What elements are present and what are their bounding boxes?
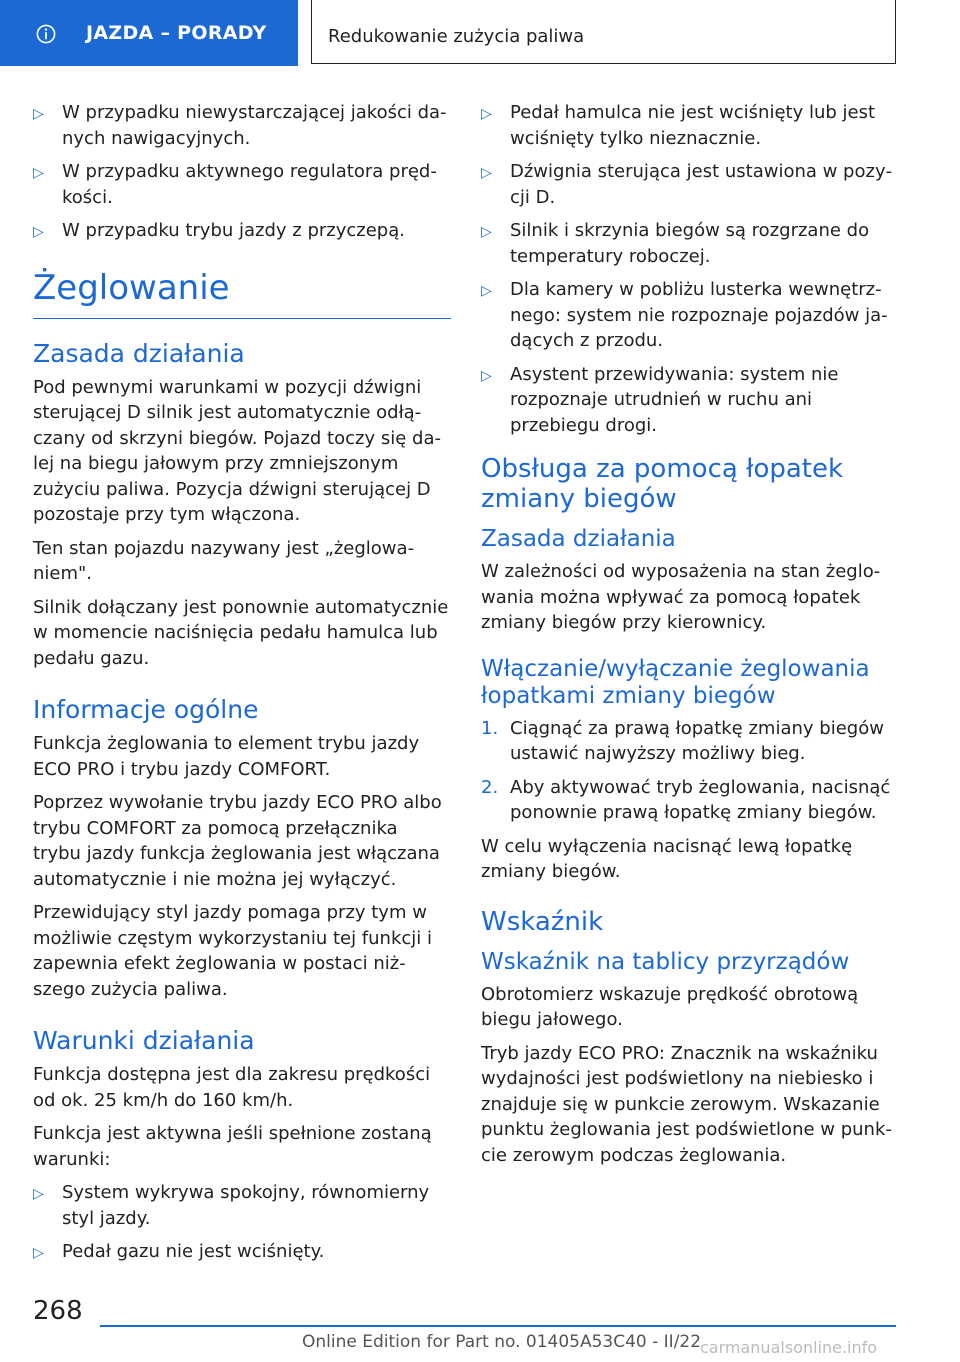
bullet-list xyxy=(481,100,899,438)
section-tab xyxy=(0,0,298,66)
list-item: ▷ Asystent przewidywania: system nie rozpoznaje utrudnień w ruchu ani przebiegu drogi. xyxy=(481,363,839,436)
paragraph: Funkcja żeglowania to element trybu jazdy ECO PRO i trybu jazdy COMFORT. xyxy=(33,733,420,780)
list-item: ▷ Pedał gazu nie jest wciśnięty. xyxy=(33,1239,451,1265)
paragraph: Silnik dołączany jest ponownie automatycznie w momencie naciśnięcia pedału hamulca lub pedału gazu. xyxy=(33,596,449,669)
edition-note: Online Edition for Part no. 01405A53C40 - II/22 xyxy=(302,1332,702,1352)
section-heading: Żeglowanie xyxy=(33,268,451,319)
paragraph: Pod pewnymi warunkami w pozycji dźwigni sterującej D silnik jest automatycznie odłączany od skrzyni biegów. Pojazd toczy się dalej na biegu jałowym przy zmniejszonym zużyciu paliwa. Pozycja dźwigni sterującej D pozostaje przy tym włączona. xyxy=(33,376,441,525)
list-item: ▷ System wykrywa spokojny, równomierny styl jazdy. xyxy=(33,1182,430,1229)
subsection-heading: Wskaźnik na tablicy przyrządów xyxy=(481,948,850,975)
triangle-bullet-icon: ▷ xyxy=(33,224,44,240)
triangle-bullet-icon: ▷ xyxy=(481,224,492,240)
list-item: ▷ W przypadku niewystarczającej jakości danych nawigacyjnych. xyxy=(33,102,447,149)
paragraph: Funkcja dostępna jest dla zakresu prędkości od ok. 25 km/h do 160 km/h. xyxy=(33,1064,431,1111)
footer-divider xyxy=(100,1325,896,1327)
list-item: ▷ Silnik i skrzynia biegów są rozgrzane do temperatury roboczej. xyxy=(481,220,870,267)
subsection-heading: Zasada działania xyxy=(481,526,676,552)
paragraph: W zależności od wyposażenia na stan żeglowania można wpływać za pomocą łopatek zmiany biegów przy kierownicy. xyxy=(481,561,881,633)
triangle-bullet-icon: ▷ xyxy=(33,1186,44,1202)
triangle-bullet-icon: ▷ xyxy=(33,106,44,122)
subsection-heading: Włączanie/wyłączanie żeglowania łopatkami zmiany biegów xyxy=(481,655,870,709)
right-column xyxy=(481,100,899,1176)
list-item: ▷ Pedał hamulca nie jest wciśnięty lub jest wciśnięty tylko nieznacznie. xyxy=(481,102,876,149)
paragraph: Tryb jazdy ECO PRO: Znacznik na wskaźniku wydajności jest podświetlony na niebiesko i znajduje się w punkcie zerowym. Wskazanie punktu żeglowania jest podświetlone w punkcie zerowym podczas żeglowania. xyxy=(481,1042,892,1166)
triangle-bullet-icon: ▷ xyxy=(481,165,492,181)
triangle-bullet-icon: ▷ xyxy=(481,106,492,122)
paragraph: Funkcja jest aktywna jeśli spełnione zostaną warunki: xyxy=(33,1123,432,1170)
info-icon xyxy=(36,24,56,44)
left-column xyxy=(33,100,451,1273)
list-item: ▷ W przypadku aktywnego regulatora prędkości. xyxy=(33,161,437,208)
subsection-heading: Zasada działania xyxy=(33,338,245,368)
list-item: ▷ Dla kamery w pobliżu lusterka wewnętrznego: system nie rozpoznaje pojazdów jadących z przodu. xyxy=(481,279,888,351)
numbered-list xyxy=(481,716,899,826)
list-item: ▷ Dźwignia sterująca jest ustawiona w pozycji D. xyxy=(481,161,893,208)
paragraph: W celu wyłączenia nacisnąć lewą łopatkę zmiany biegów. xyxy=(481,835,853,882)
bullet-list xyxy=(33,100,451,244)
section-label: JAZDA – PORADY xyxy=(86,22,267,44)
bullet-list xyxy=(33,1180,451,1265)
chapter-title-box xyxy=(311,0,896,64)
section-heading: Obsługa za pomocą łopatek zmiany biegów xyxy=(481,454,844,514)
triangle-bullet-icon: ▷ xyxy=(33,165,44,181)
list-item: ▷ W przypadku trybu jazdy z przyczepą. xyxy=(33,218,451,244)
chapter-title: Redukowanie zużycia paliwa xyxy=(328,26,585,47)
subsection-heading: Informacje ogólne xyxy=(33,695,259,724)
page-header xyxy=(0,0,960,66)
paragraph: Poprzez wywołanie trybu jazdy ECO PRO albo trybu COMFORT za pomocą przełącznika trybu jazdy funkcja żeglowania jest włączana automatycznie i nie można jej wyłączyć. xyxy=(33,792,442,890)
paragraph: Ten stan pojazdu nazywany jest „żeglowaniem". xyxy=(33,537,415,584)
section-heading: Wskaźnik xyxy=(481,906,604,937)
watermark: carmanualsonline.info xyxy=(700,1338,878,1357)
triangle-bullet-icon: ▷ xyxy=(33,1245,44,1261)
list-item: 2. Aby aktywować tryb żeglowania, nacisnąć ponownie prawą łopatkę zmiany biegów. xyxy=(481,776,891,823)
paragraph: Obrotomierz wskazuje prędkość obrotową biegu jałowego. xyxy=(481,983,859,1030)
paragraph: Przewidujący styl jazdy pomaga przy tym w możliwie częstym wykorzystaniu tej funkcji i zapewnia efekt żeglowania w postaci niższego zużycia paliwa. xyxy=(33,902,433,1000)
subsection-heading: Warunki działania xyxy=(33,1026,255,1055)
page-number: 268 xyxy=(33,1296,83,1326)
triangle-bullet-icon: ▷ xyxy=(481,367,492,384)
list-item: 1. Ciągnąć za prawą łopatkę zmiany biegów ustawić najwyższy możliwy bieg. xyxy=(481,717,884,764)
triangle-bullet-icon: ▷ xyxy=(481,283,492,299)
